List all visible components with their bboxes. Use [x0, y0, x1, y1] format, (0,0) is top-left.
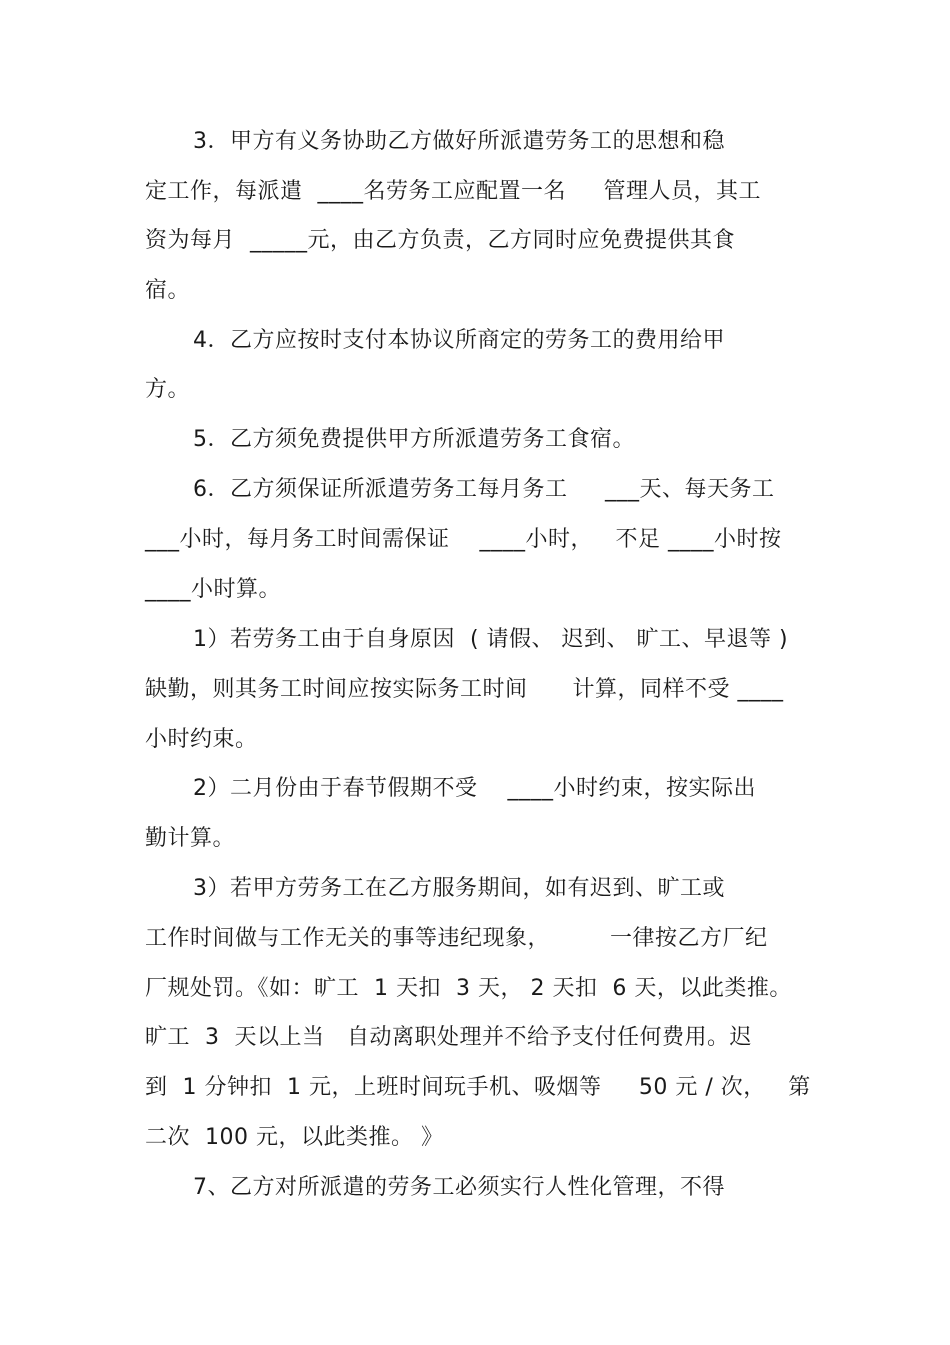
text-line: 定工作，每派遣 ____名劳务工应配置一名 管理人员，其工 [145, 179, 761, 204]
text-line: 5．乙方须免费提供甲方所派遣劳务工食宿。 [193, 427, 635, 452]
text-line: 小时约束。 [145, 727, 258, 752]
text-line: ____小时算。 [145, 577, 282, 602]
text-line: 勤计算。 [145, 826, 236, 851]
text-line: 6．乙方须保证所派遣劳务工每月务工 ___天、每天务工 [193, 477, 775, 502]
text-line: 7、乙方对所派遣的劳务工必须实行人性化管理，不得 [193, 1175, 725, 1200]
text-line: 工作时间做与工作无关的事等违纪现象， 一律按乙方厂纪 [145, 926, 768, 951]
text-line: 缺勤，则其务工时间应按实际务工时间 计算，同样不受 ____ [145, 677, 784, 702]
text-line: 2）二月份由于春节假期不受 ____小时约束，按实际出 [193, 776, 756, 801]
text-line: 到 1 分钟扣 1 元，上班时间玩手机、吸烟等 50 元 / 次， 第 [145, 1075, 811, 1100]
text-line: 宿。 [145, 278, 191, 303]
text-line: 3．甲方有义务协助乙方做好所派遣劳务工的思想和稳 [193, 129, 725, 154]
text-line: 厂规处罚。《如：旷工 1 天扣 3 天， 2 天扣 6 天，以此类推。 [145, 976, 792, 1001]
text-line: 4．乙方应按时支付本协议所商定的劳务工的费用给甲 [193, 328, 725, 353]
text-line: 旷工 3 天以上当 自动离职处理并不给予支付任何费用。迟 [145, 1025, 752, 1050]
text-line: 1）若劳务工由于自身原因 ( 请假、 迟到、 旷工、早退等 ) [193, 627, 789, 652]
text-line: 3）若甲方劳务工在乙方服务期间，如有迟到、旷工或 [193, 876, 725, 901]
text-line: 资为每月 _____元，由乙方负责，乙方同时应免费提供其食 [145, 228, 735, 253]
text-line: ___小时，每月务工时间需保证 ____小时， 不足 ____小时按 [145, 527, 782, 552]
text-line: 方。 [145, 377, 191, 402]
text-line: 二次 100 元，以此类推。 》 [145, 1125, 444, 1150]
